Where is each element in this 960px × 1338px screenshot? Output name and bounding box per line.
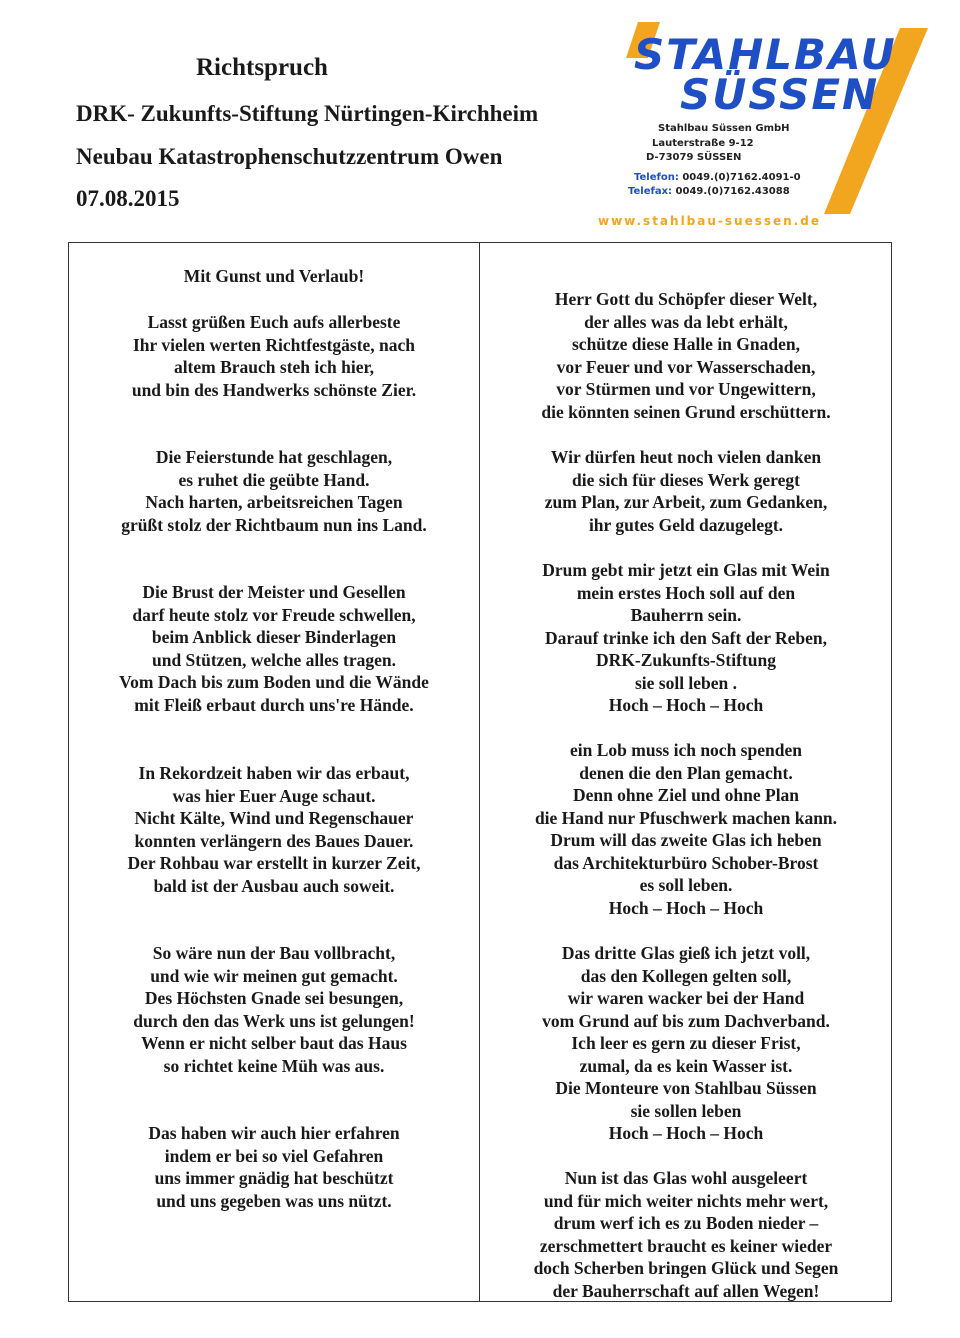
poem-line: konnten verlängern des Baues Dauer. <box>134 830 414 851</box>
left-stanza <box>69 1122 479 1212</box>
poem-line: Denn ohne Ziel und ohne Plan <box>572 785 800 805</box>
poem-line: Nicht Kälte, Wind und Regenschauer <box>134 808 414 828</box>
poem-line: Drum gebt mir jetzt ein Glas mit Wein <box>542 560 830 580</box>
poem-line: Mit Gunst und Verlaub! <box>183 266 365 286</box>
poem-line: grüßt stolz der Richtbaum nun ins Land. <box>121 514 427 535</box>
logo-wordmark-top: STAHLBAU <box>634 30 897 79</box>
poem-line: es soll leben. <box>639 875 733 895</box>
right-stanza <box>481 446 891 536</box>
column-divider <box>479 243 480 1301</box>
poem-line: Wir dürfen heut noch vielen danken <box>550 447 822 467</box>
poem-line: Nun ist das Glas wohl ausgeleert <box>564 1168 808 1188</box>
poem-line: Hoch – Hoch – Hoch <box>608 1123 764 1143</box>
poem-line: und für mich weiter nichts mehr wert, <box>543 1190 829 1211</box>
poem-line: ein Lob muss ich noch spenden <box>570 740 802 760</box>
right-stanza <box>481 942 891 1145</box>
client-name: DRK- Zukunfts-Stiftung Nürtingen-Kirchheim <box>76 101 539 126</box>
poem-line: sie sollen leben <box>630 1100 742 1121</box>
left-stanza <box>69 762 479 897</box>
company-name: Stahlbau Süssen GmbH <box>658 123 790 134</box>
poem-line: Hoch – Hoch – Hoch <box>608 897 764 918</box>
company-phone <box>634 172 801 183</box>
poem-line: wir waren wacker bei der Hand <box>567 988 805 1008</box>
poem-line: ihr gutes Geld dazugelegt. <box>588 514 784 535</box>
poem-line: und bin des Handwerks schönste Zier. <box>131 379 417 400</box>
left-stanza <box>69 942 479 1077</box>
poem-line: das Architekturbüro Schober-Brost <box>553 852 819 873</box>
poem-line: der alles was da lebt erhält, <box>584 311 788 332</box>
poem-right-column <box>481 243 891 1301</box>
document-title: Richtspruch <box>196 54 328 81</box>
phone-label: Telefon: <box>634 172 679 183</box>
right-stanza <box>481 739 891 919</box>
poem-line: sie soll leben . <box>634 672 738 693</box>
poem-line: vor Stürmen und vor Ungewittern, <box>556 379 816 399</box>
left-stanza <box>69 581 479 716</box>
poem-line: schütze diese Halle in Gnaden, <box>572 334 800 354</box>
left-stanza <box>69 265 479 288</box>
poem-line: so richtet keine Müh was aus. <box>163 1055 385 1076</box>
poem-line: zum Plan, zur Arbeit, zum Gedanken, <box>544 492 828 512</box>
poem-line: vom Grund auf bis zum Dachverband. <box>542 1010 830 1031</box>
poem-line: Wenn er nicht selber baut das Haus <box>141 1033 407 1053</box>
poem-line: was hier Euer Auge schaut. <box>172 785 376 806</box>
fax-number: 0049.(0)7162.43088 <box>675 186 790 197</box>
company-logo-block <box>600 18 940 238</box>
company-street: Lauterstraße 9-12 <box>652 138 754 149</box>
poem-line: darf heute stolz vor Freude schwellen, <box>132 604 416 625</box>
poem-line: DRK-Zukunfts-Stiftung <box>596 650 776 670</box>
poem-line: Die Brust der Meister und Gesellen <box>142 582 406 602</box>
poem-line: Lasst grüßen Euch aufs allerbeste <box>147 312 401 332</box>
poem-line: Bauherrn sein. <box>630 605 742 625</box>
poem-line: es ruhet die geübte Hand. <box>178 469 370 490</box>
poem-line: Das haben wir auch hier erfahren <box>148 1123 400 1143</box>
poem-line: mit Fleiß erbaut durch uns're Hände. <box>134 694 414 715</box>
phone-number: 0049.(0)7162.4091-0 <box>682 172 801 183</box>
poem-line: uns immer gnädig hat beschützt <box>154 1168 394 1188</box>
poem-line: die Hand nur Pfuschwerk machen kann. <box>534 807 838 828</box>
poem-line: Hoch – Hoch – Hoch <box>608 695 764 715</box>
left-stanza <box>69 446 479 536</box>
poem-line: und uns gegeben was uns nützt. <box>156 1190 392 1211</box>
poem-line: Herr Gott du Schöpfer dieser Welt, <box>554 289 818 309</box>
poem-line: Der Rohbau war erstellt in kurzer Zeit, <box>127 853 421 873</box>
poem-line: Vom Dach bis zum Boden und die Wände <box>119 672 429 692</box>
poem-line: denen die den Plan gemacht. <box>579 762 793 783</box>
right-stanza <box>481 288 891 423</box>
project-name: Neubau Katastrophenschutzzentrum Owen <box>76 144 503 169</box>
poem-line: zumal, da es kein Wasser ist. <box>579 1055 793 1076</box>
left-stanza <box>69 311 479 401</box>
logo-wordmark-bottom: SÜSSEN <box>680 70 880 119</box>
poem-line: So wäre nun der Bau vollbracht, <box>152 943 396 963</box>
poem-line: die sich für dieses Werk geregt <box>572 469 800 490</box>
poem-line: Die Monteure von Stahlbau Süssen <box>555 1078 817 1098</box>
poem-line: drum werf ich es zu Boden nieder – <box>553 1213 819 1233</box>
poem-line: Drum will das zweite Glas ich heben <box>550 830 822 850</box>
poem-line: Das dritte Glas gieß ich jetzt voll, <box>561 943 811 963</box>
poem-line: zerschmettert braucht es keiner wieder <box>539 1235 833 1256</box>
poem-line: die könnten seinen Grund erschüttern. <box>541 401 831 422</box>
company-city: D-73079 SÜSSEN <box>646 152 742 163</box>
poem-line: und Stützen, welche alles tragen. <box>151 649 397 670</box>
right-stanza <box>481 559 891 717</box>
poem-line: bald ist der Ausbau auch soweit. <box>153 875 395 896</box>
event-date: 07.08.2015 <box>76 186 180 211</box>
poem-table <box>68 242 892 1302</box>
poem-line: Ihr vielen werten Richtfestgäste, nach <box>132 334 416 355</box>
poem-line: indem er bei so viel Gefahren <box>164 1145 384 1166</box>
poem-line: doch Scherben bringen Glück und Segen <box>533 1258 839 1278</box>
company-website: www.stahlbau-suessen.de <box>598 214 821 228</box>
poem-line: und wie wir meinen gut gemacht. <box>150 965 398 986</box>
poem-line: das den Kollegen gelten soll, <box>580 965 792 986</box>
poem-line: Des Höchsten Gnade sei besungen, <box>144 988 404 1008</box>
poem-left-column <box>69 243 479 1301</box>
poem-line: altem Brauch steh ich hier, <box>173 357 375 377</box>
poem-line: Die Feierstunde hat geschlagen, <box>155 447 393 467</box>
poem-line: Nach harten, arbeitsreichen Tagen <box>145 492 403 512</box>
poem-line: durch den das Werk uns ist gelungen! <box>133 1010 415 1031</box>
poem-line: der Bauherrschaft auf allen Wegen! <box>552 1280 820 1301</box>
poem-line: vor Feuer und vor Wasserschaden, <box>556 356 816 377</box>
poem-line: Darauf trinke ich den Saft der Reben, <box>544 627 828 648</box>
company-fax <box>628 186 790 197</box>
poem-line: In Rekordzeit haben wir das erbaut, <box>138 763 410 783</box>
poem-line: Ich leer es gern zu dieser Frist, <box>571 1033 801 1053</box>
right-stanza <box>481 1167 891 1302</box>
fax-label: Telefax: <box>628 186 673 197</box>
poem-line: beim Anblick dieser Binderlagen <box>151 627 397 647</box>
poem-line: mein erstes Hoch soll auf den <box>576 582 796 603</box>
